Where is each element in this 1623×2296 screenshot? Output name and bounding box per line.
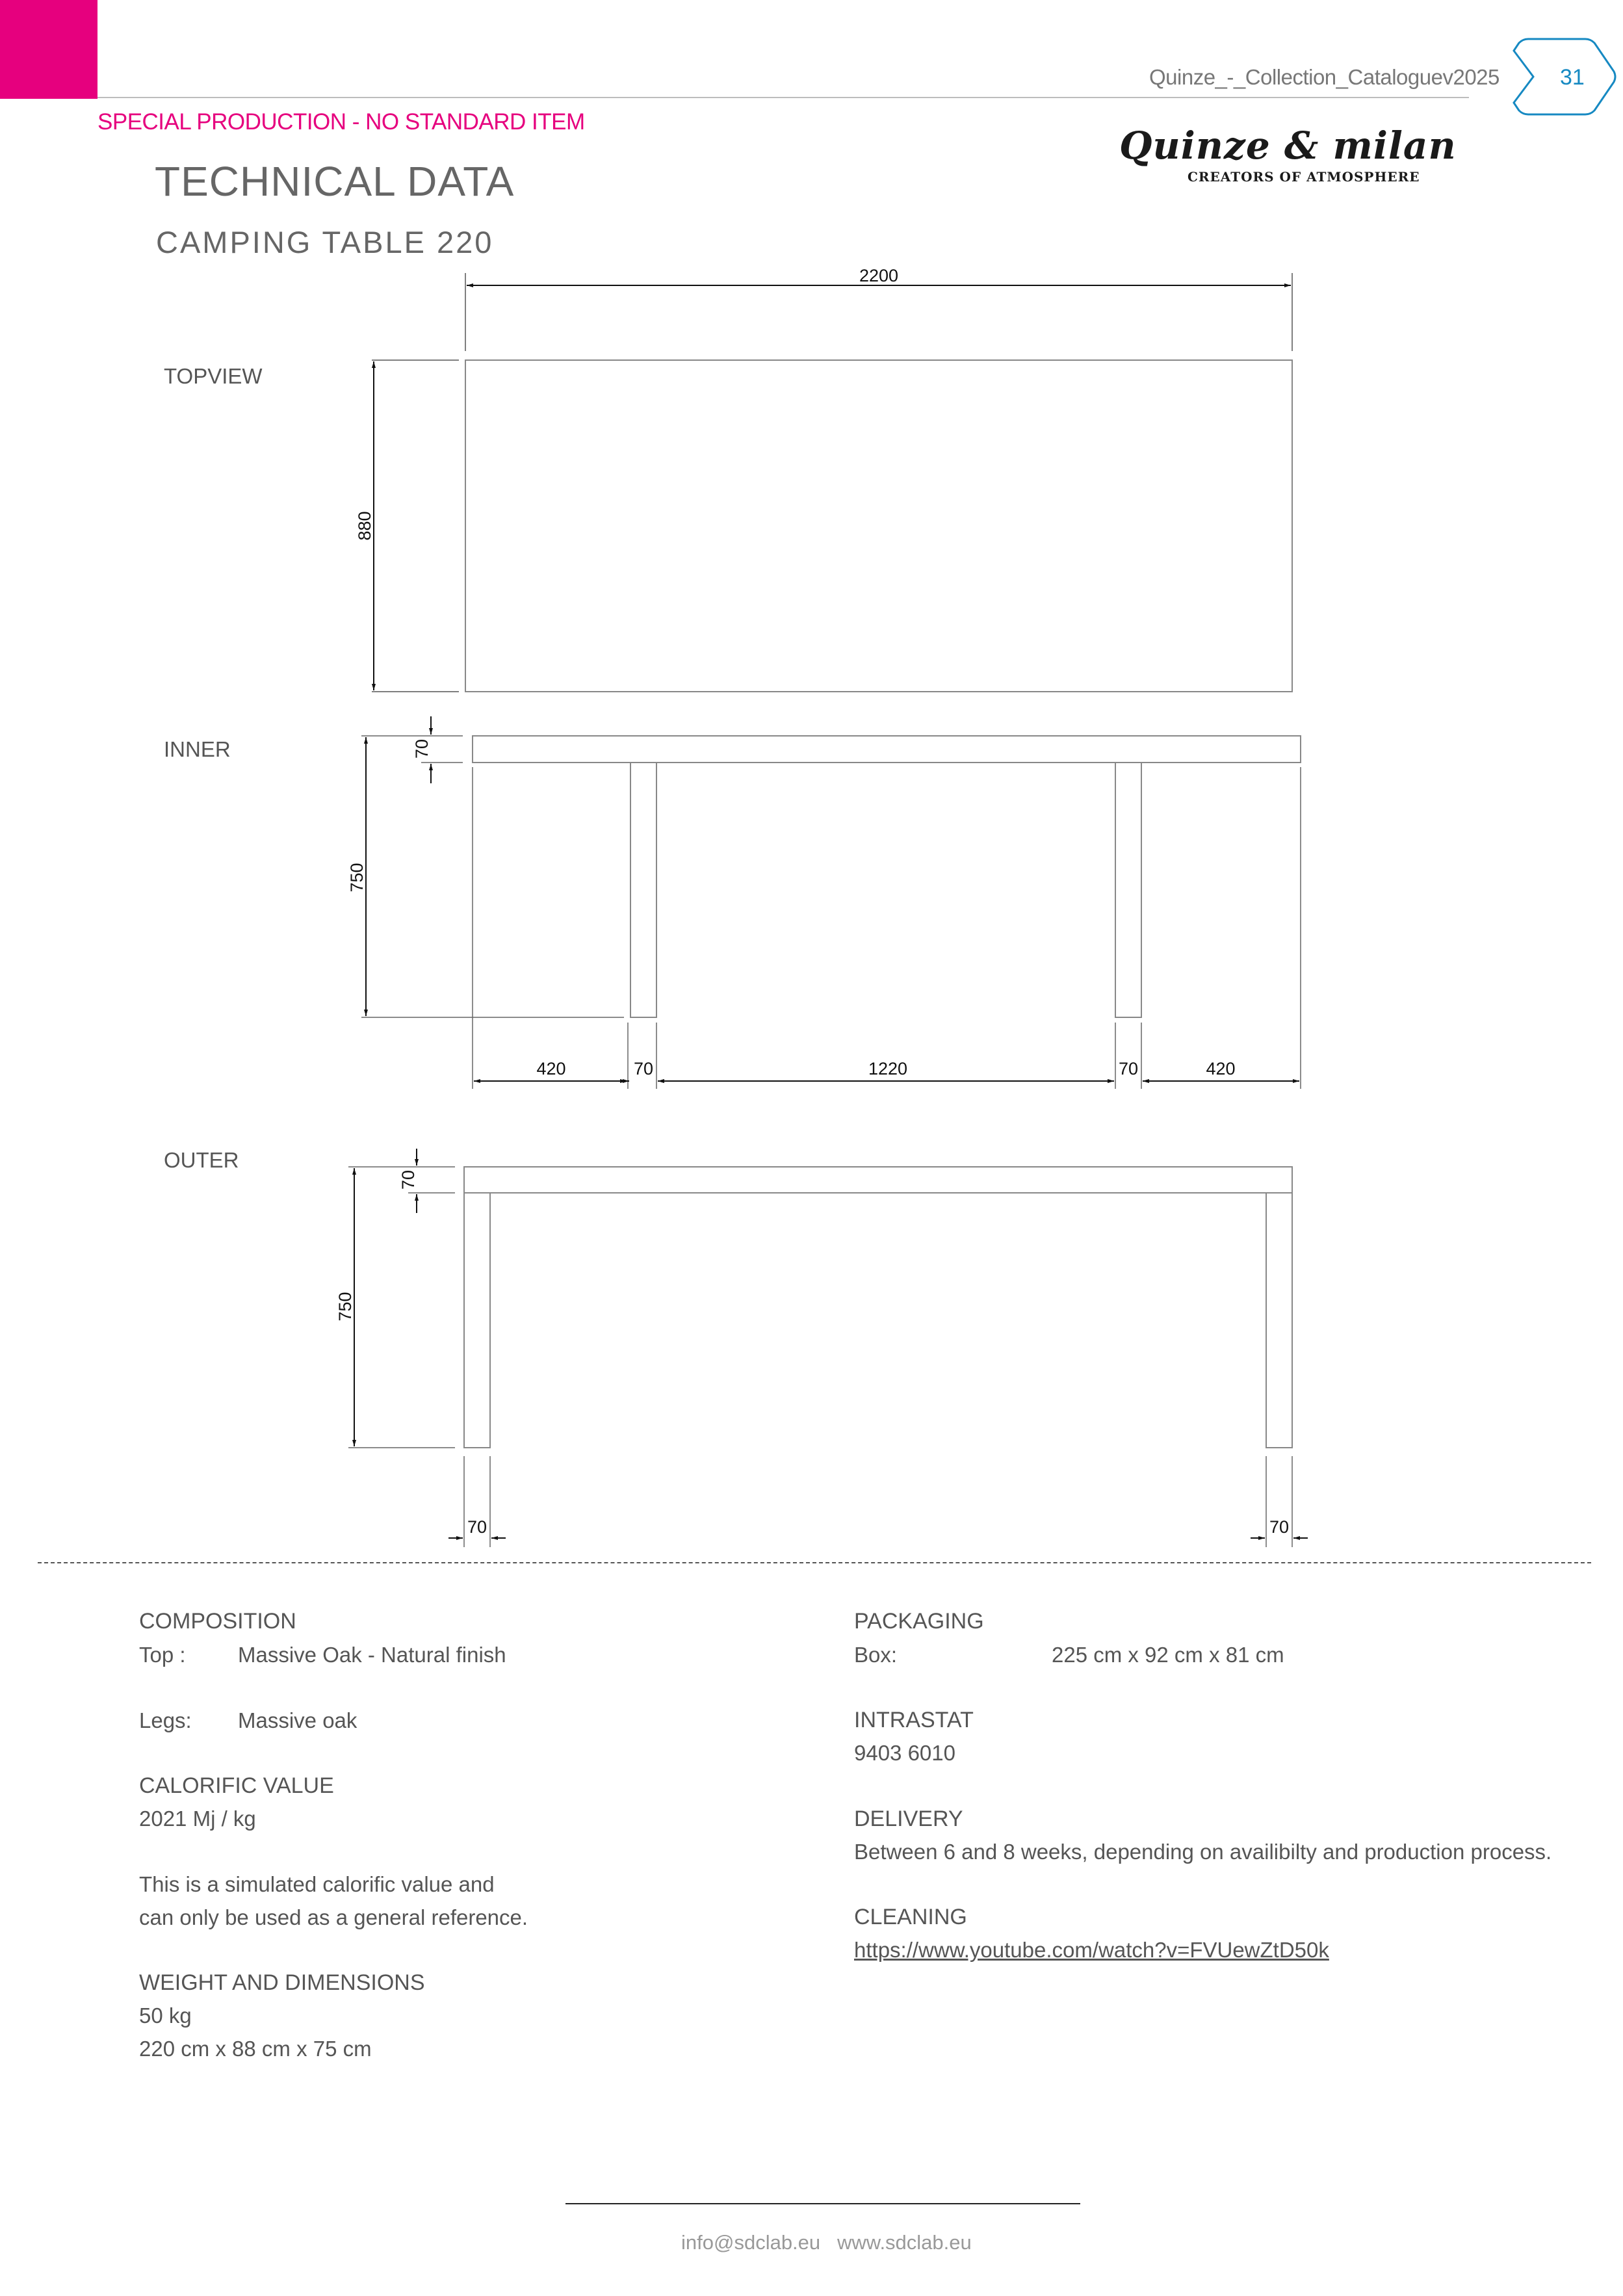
product-name: CAMPING TABLE 220 xyxy=(156,225,494,259)
cleaning-video-link[interactable]: https://www.youtube.com/watch?v=FVUewZtD50k xyxy=(854,1938,1329,1962)
outer-top-slab xyxy=(464,1167,1292,1193)
outer-height: 750 xyxy=(335,1292,355,1322)
inner-leg-left xyxy=(630,763,656,1017)
packaging-heading: PACKAGING xyxy=(854,1609,984,1634)
logo-tagline: CREATORS OF ATMOSPHERE xyxy=(1188,169,1420,185)
top-material-label: Top : xyxy=(139,1643,186,1667)
intrastat-code: 9403 6010 xyxy=(854,1741,955,1765)
calorific-note-line1: This is a simulated calorific value and xyxy=(139,1872,495,1896)
outer-view-drawing xyxy=(348,1167,1292,1547)
top-material-value: Massive Oak - Natural finish xyxy=(238,1643,506,1667)
outer-leg-right xyxy=(1266,1193,1292,1448)
width-dimension: 880 xyxy=(355,511,374,541)
delivery-heading: DELIVERY xyxy=(854,1807,963,1831)
inner-segment-5: 420 xyxy=(1206,1059,1236,1078)
legs-material-value: Massive oak xyxy=(238,1708,357,1732)
dimensions-value: 220 cm x 88 cm x 75 cm xyxy=(139,2037,372,2061)
delivery-text: Between 6 and 8 weeks, depending on availibilty and production process. xyxy=(854,1840,1552,1864)
outer-leg-right-width: 70 xyxy=(1269,1517,1290,1537)
box-dimensions: 225 cm x 92 cm x 81 cm xyxy=(1052,1643,1284,1667)
inner-segment-4: 70 xyxy=(1118,1059,1139,1078)
footer-rule xyxy=(565,2203,1080,2204)
outer-leg-left xyxy=(464,1193,490,1448)
weight-heading: WEIGHT AND DIMENSIONS xyxy=(139,1970,425,1995)
inner-segment-3: 1220 xyxy=(868,1059,908,1078)
outer-top-thickness: 70 xyxy=(398,1169,418,1190)
inner-top-slab xyxy=(473,736,1301,763)
inner-view-drawing xyxy=(361,736,1301,1089)
catalog-name: Quinze_-_Collection_Cataloguev2025 xyxy=(1149,65,1500,89)
inner-segment-2: 70 xyxy=(633,1059,654,1078)
special-production-note: SPECIAL PRODUCTION - NO STANDARD ITEM xyxy=(97,109,585,135)
length-dimension: 2200 xyxy=(859,266,899,285)
topview-label: TOPVIEW xyxy=(164,364,263,388)
logo-wordmark: Quinze & milan xyxy=(1119,124,1457,168)
inner-view-label: INNER xyxy=(164,737,231,761)
page-number: 31 xyxy=(1560,65,1585,90)
page-title: TECHNICAL DATA xyxy=(155,158,515,205)
calorific-heading: CALORIFIC VALUE xyxy=(139,1773,334,1798)
inner-height: 750 xyxy=(347,863,367,893)
footer-contact: info@sdclab.eu www.sdclab.eu xyxy=(681,2231,972,2254)
legs-material-label: Legs: xyxy=(139,1708,192,1732)
outer-view-label: OUTER xyxy=(164,1148,239,1172)
cleaning-heading: CLEANING xyxy=(854,1905,967,1929)
outer-leg-left-width: 70 xyxy=(467,1517,487,1537)
calorific-value: 2021 Mj / kg xyxy=(139,1807,256,1831)
tabletop-outline xyxy=(465,360,1292,692)
inner-segment-1: 420 xyxy=(536,1059,566,1078)
calorific-note-line2: can only be used as a general reference. xyxy=(139,1905,528,1929)
section-divider xyxy=(38,1562,1591,1563)
intrastat-heading: INTRASTAT xyxy=(854,1708,974,1732)
topview-drawing xyxy=(372,273,1292,692)
composition-heading: COMPOSITION xyxy=(139,1609,296,1634)
box-label: Box: xyxy=(854,1643,898,1667)
weight-value: 50 kg xyxy=(139,2003,192,2028)
inner-leg-right xyxy=(1115,763,1141,1017)
inner-top-thickness: 70 xyxy=(412,738,432,759)
